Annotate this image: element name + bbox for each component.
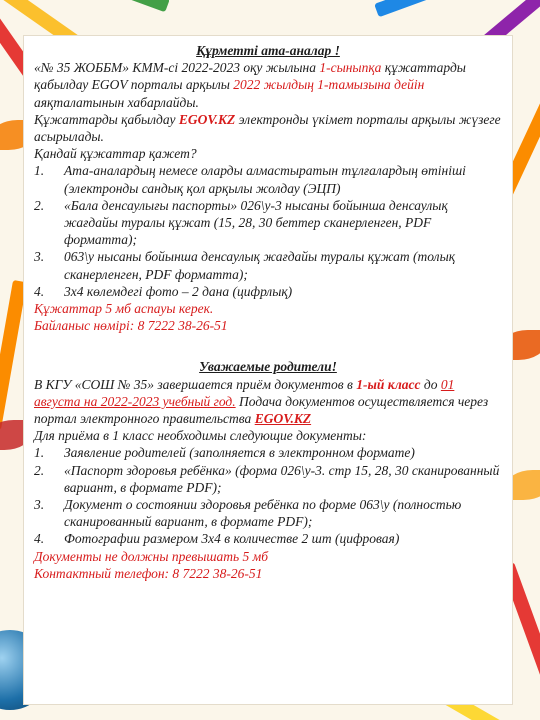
list-item: 4. 3х4 көлемдегі фото – 2 дана (цифрлық) (34, 283, 293, 299)
ru-question: Для приёма в 1 класс необходимы следующие документы: (34, 428, 367, 444)
pencil-decoration (0, 280, 27, 430)
ru-size-limit: Документы не должны превышать 5 мб (34, 548, 269, 564)
kz-egov-text: Құжаттарды қабылдау EGOV.KZ электронды үкімет порталы арқылы жүзеге асырылады. (34, 111, 501, 145)
kz-size-limit: Құжаттар 5 мб аспауы керек. (34, 301, 214, 317)
list-item: 2. «Бала денсаулығы паспорты» 026\у-3 нысаны бойынша денсаулық жағдайы туралы құжат (15, 28, 30 беттер сканерленген, PDF форматта); (34, 197, 448, 248)
kz-question: Қандай құжаттар қажет? (34, 146, 197, 162)
ru-document-list (34, 444, 502, 547)
ru-title: Уважаемые родители! (199, 359, 337, 375)
announcement-panel (24, 36, 512, 704)
list-item: 3. 063\у нысаны бойынша денсаулық жағдайы туралы құжат (толық сканерленген, PDF форматта); (34, 249, 456, 282)
pencil-decoration (374, 0, 520, 17)
kz-document-list (34, 162, 502, 300)
kz-contact: Байланыс нөмірі: 8 7222 38-26-51 (34, 318, 228, 334)
list-item: 2. «Паспорт здоровья ребёнка» (форма 026\у-3. стр 15, 28, 30 сканированный вариант, в формате PDF); (34, 462, 500, 495)
egov-brand: EGOV.KZ (254, 411, 312, 427)
list-item: 1. Ата-аналардың немесе оларды алмастыратын тұлғалардың өтініші (электронды сандық қол арқылы жолдау (ЭЦП) (34, 163, 466, 196)
ru-contact: Контактный телефон: 8 7222 38-26-51 (34, 565, 263, 581)
list-item: 3. Документ о состоянии здоровья ребёнка по форме 063\у (полностью сканированный вариант, в формате PDF); (34, 497, 462, 530)
ru-intro: В КГУ «СОШ № 35» завершается приём документов в 1-ый класс до 01 августа на 2022-2023 учебный год. Подача документов осуществляется через портал электронного правительства EGOV.KZ (34, 376, 489, 427)
list-item: 4. Фотографии размером 3х4 в количестве 2 шт (цифровая) (34, 531, 400, 547)
section-gap (34, 334, 502, 358)
list-item: 1. Заявление родителей (заполняется в электронном формате) (34, 445, 415, 461)
kz-title: Құрметті ата-аналар ! (196, 43, 340, 58)
pencil-decoration (24, 0, 170, 12)
kz-intro: «№ 35 ЖОББМ» КММ-сі 2022-2023 оқу жылына 1-сыныпқа құжаттарды қабылдау EGOV порталы арқылы 2022 жылдың 1-тамызына дейін аяқталатынын хабарлайды. (34, 60, 466, 110)
egov-brand: EGOV.KZ (178, 111, 236, 127)
